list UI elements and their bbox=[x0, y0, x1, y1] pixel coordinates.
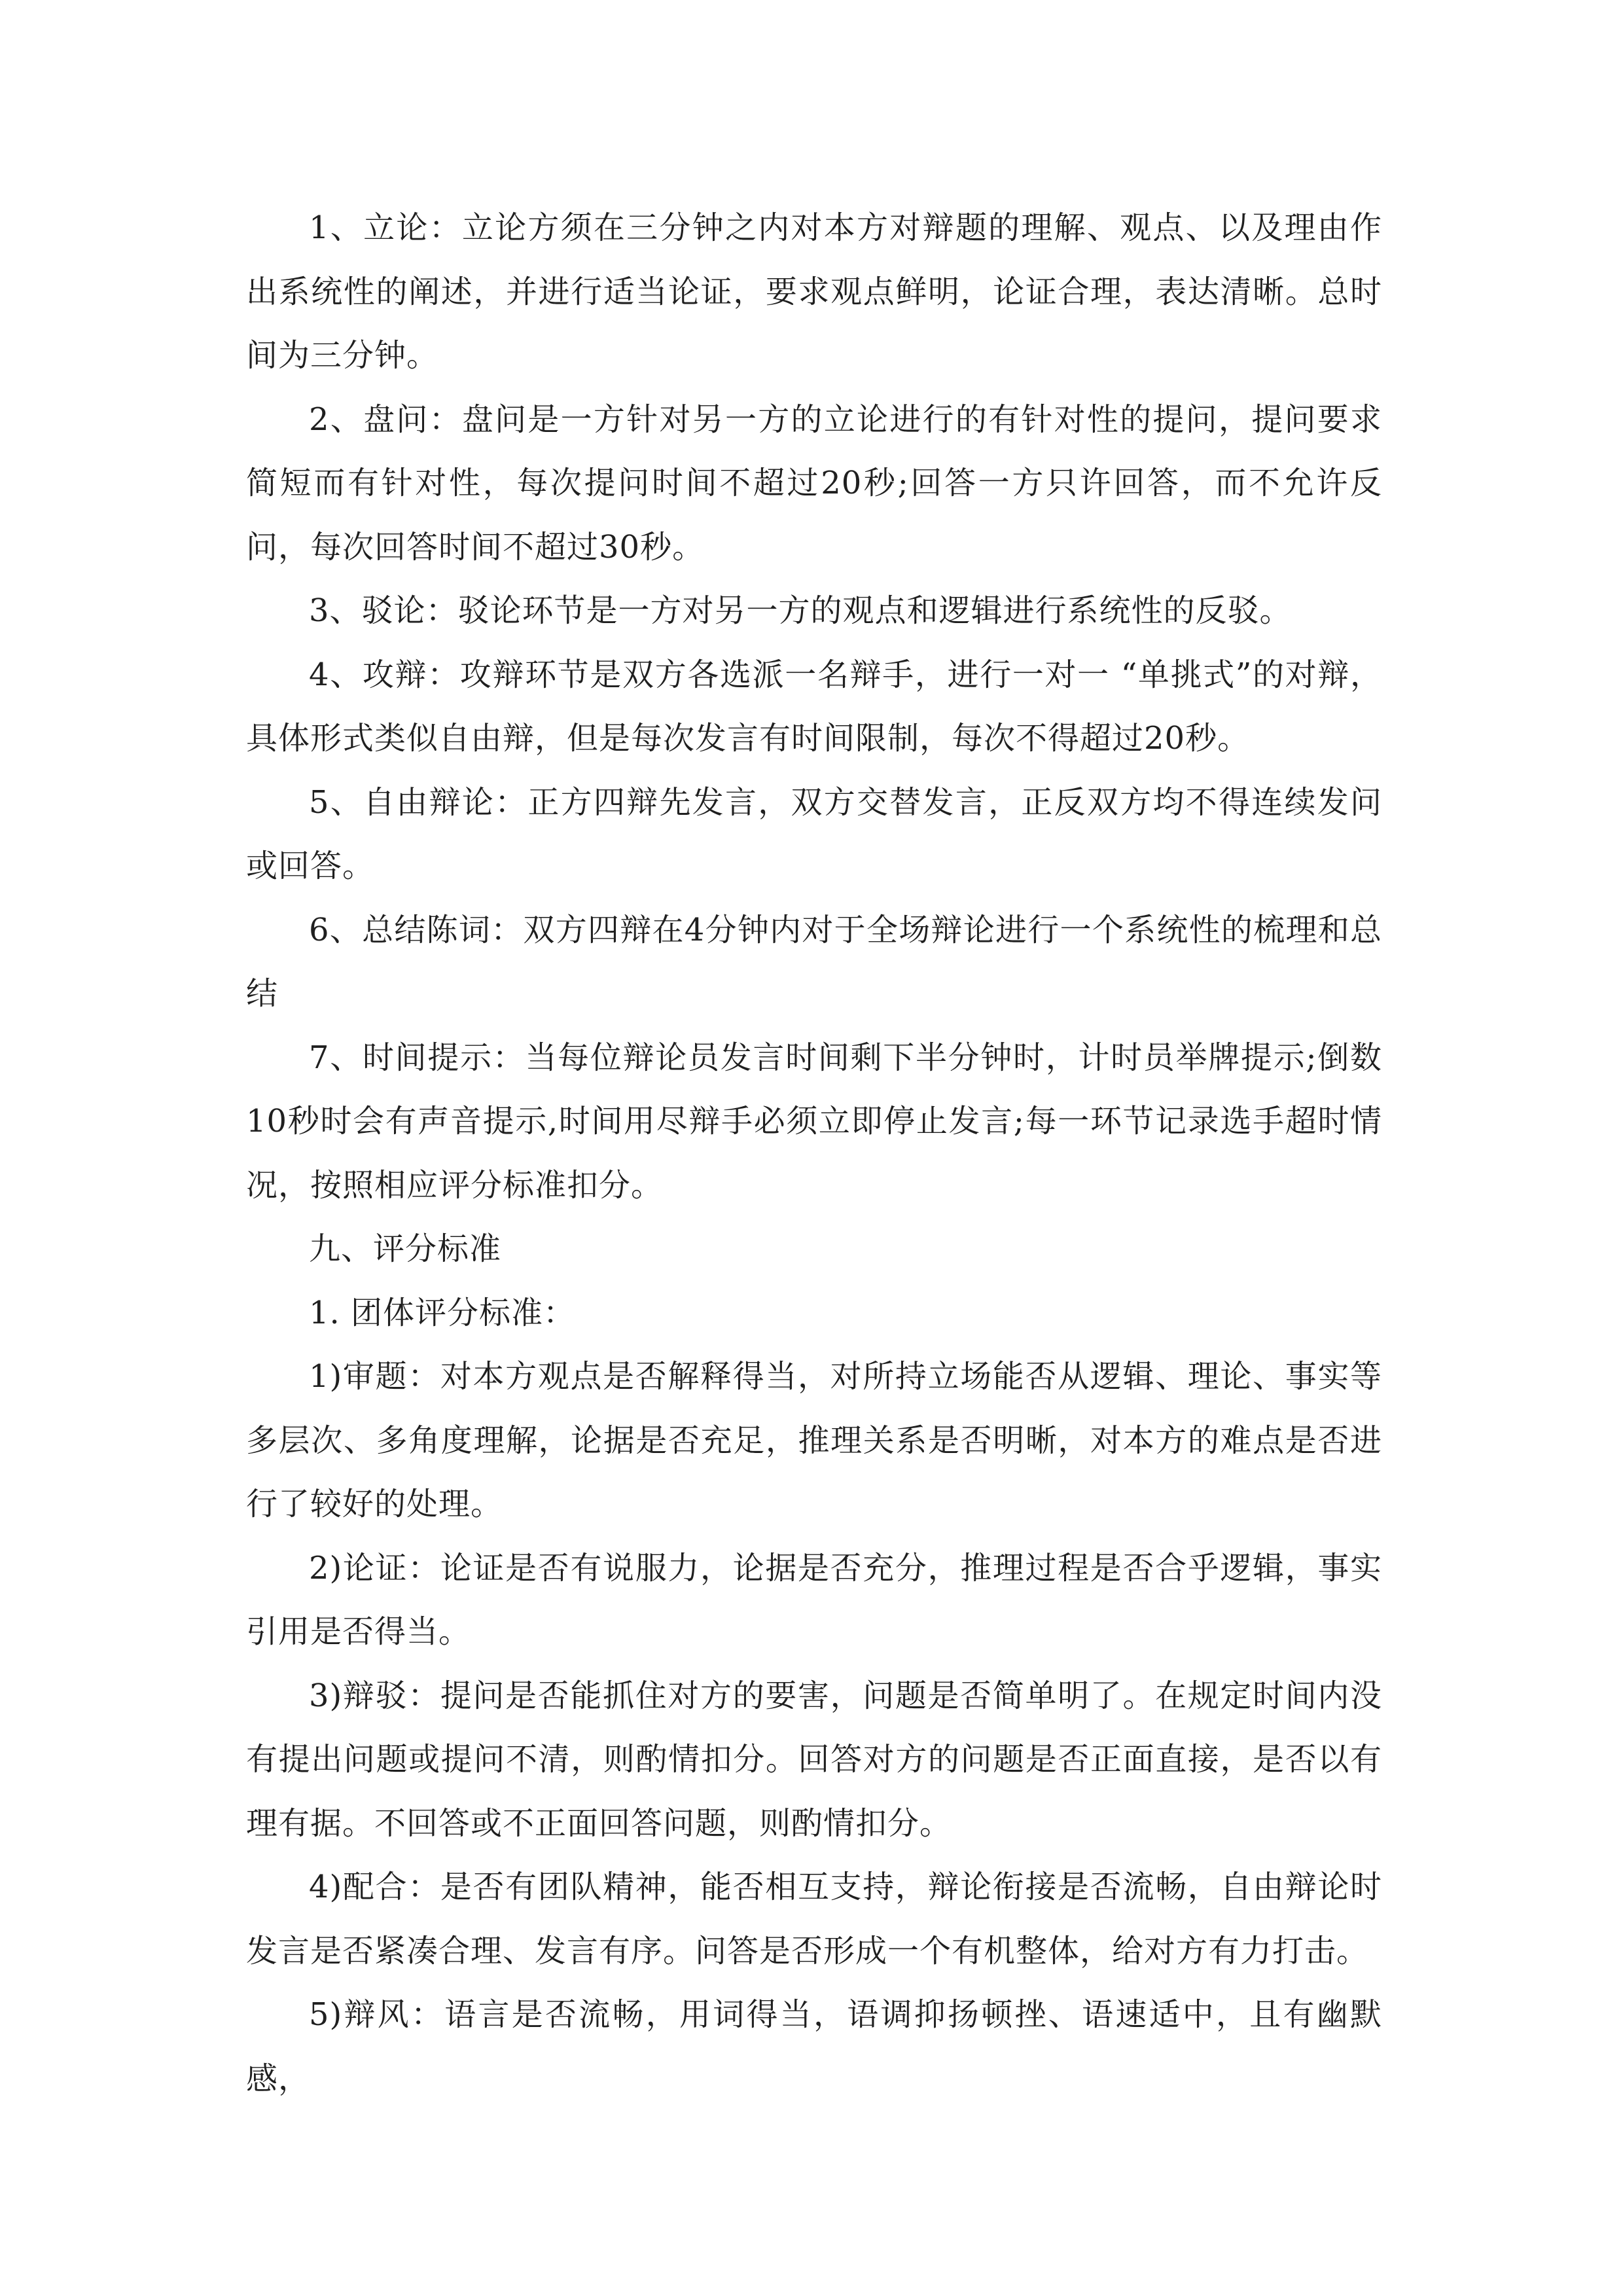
paragraph-teamwork: 4)配合：是否有团队精神，能否相互支持，辩论衔接是否流畅，自由辩论时发言是否紧凑合理、发言有序。问答是否形成一个有机整体，给对方有力打击。 bbox=[246, 1869, 1382, 1969]
paragraph-free-debate: 5、自由辩论：正方四辩先发言，双方交替发言，正反双方均不得连续发问或回答。 bbox=[246, 783, 1382, 884]
paragraph-closing-statement: 6、总结陈词：双方四辩在4分钟内对于全场辩论进行一个系统性的梳理和总结 bbox=[246, 911, 1382, 1012]
subheading-team-scoring: 1. 团体评分标准： bbox=[309, 1294, 576, 1331]
paragraph-refutation: 3)辩驳：提问是否能抓住对方的要害，问题是否简单明了。在规定时间内没有提出问题或提问不清，则酌情扣分。回答对方的问题是否正面直接，是否以有理有据。不回答或不正面回答问题，则酌情扣分。 bbox=[246, 1677, 1382, 1842]
paragraph-debate-style: 5)辩风：语言是否流畅，用词得当，语调抑扬顿挫、语速适中，且有幽默感， bbox=[246, 1996, 1382, 2097]
paragraph-attack-debate: 4、攻辩：攻辩环节是双方各选派一名辩手，进行一对一 “单挑式”的对辩，具体形式类似自由辩，但是每次发言有时间限制，每次不得超过20秒。 bbox=[246, 656, 1382, 757]
document-body bbox=[246, 196, 1382, 2111]
paragraph-topic-analysis: 1)审题：对本方观点是否解释得当，对所持立场能否从逻辑、理论、事实等多层次、多角度理解，论据是否充足，推理关系是否明晰，对本方的难点是否进行了较好的处理。 bbox=[246, 1358, 1382, 1522]
paragraph-argumentation: 2)论证：论证是否有说服力，论据是否充分，推理过程是否合乎逻辑，事实引用是否得当。 bbox=[246, 1549, 1382, 1650]
paragraph-time-reminder: 7、时间提示：当每位辩论员发言时间剩下半分钟时，计时员举牌提示;倒数10秒时会有声音提示,时间用尽辩手必须立即停止发言;每一环节记录选手超时情况，按照相应评分标准扣分。 bbox=[246, 1039, 1382, 1204]
paragraph-cross-examination: 2、盘问：盘问是一方针对另一方的立论进行的有针对性的提问，提问要求简短而有针对性，每次提问时间不超过20秒;回答一方只许回答，而不允许反问，每次回答时间不超过30秒。 bbox=[246, 401, 1382, 565]
paragraph-opening-statement: 1、立论：立论方须在三分钟之内对本方对辩题的理解、观点、以及理由作出系统性的阐述，并进行适当论证，要求观点鲜明，论证合理，表达清晰。总时间为三分钟。 bbox=[246, 209, 1382, 374]
section-heading-scoring-criteria: 九、评分标准 bbox=[309, 1230, 502, 1267]
paragraph-rebuttal: 3、驳论：驳论环节是一方对另一方的观点和逻辑进行系统性的反驳。 bbox=[309, 592, 1292, 629]
